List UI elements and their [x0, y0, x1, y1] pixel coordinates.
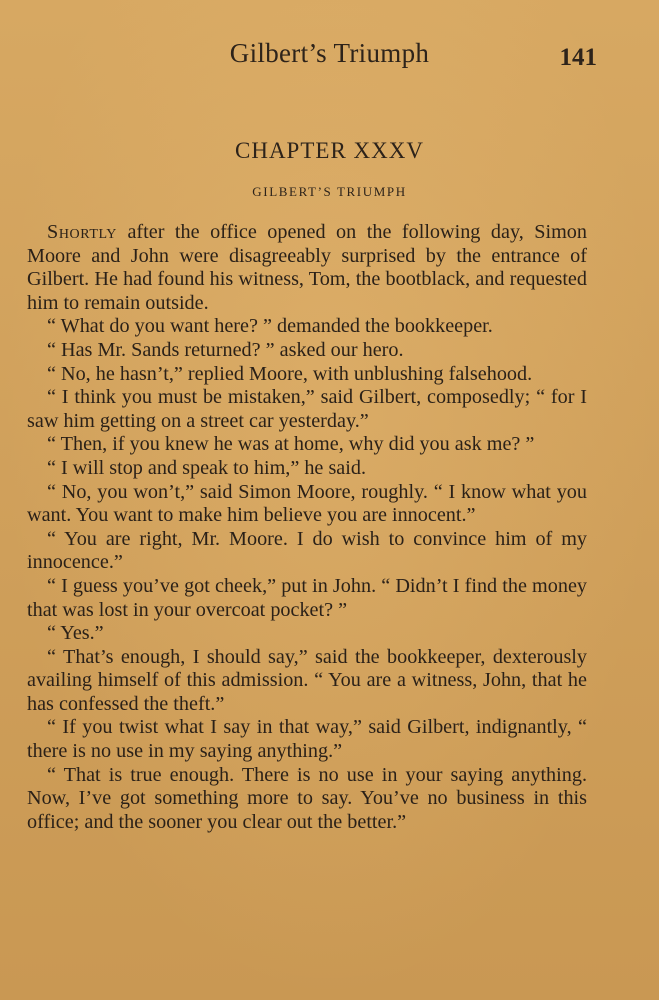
chapter-subtitle: GILBERT’S TRIUMPH	[252, 184, 407, 199]
running-head	[0, 38, 659, 78]
paragraph: “ I think you must be mistaken,” said Gilbert, composedly; “ for I saw him getting on a street car yesterday.”	[27, 386, 587, 432]
paragraph: “ If you twist what I say in that way,” said Gilbert, indignantly, “ there is no use in my saying anything.”	[27, 716, 587, 763]
paragraph: “ No, he hasn’t,” replied Moore, with unblushing falsehood.	[47, 362, 533, 385]
paragraph: “ That is true enough. There is no use in your saying anything. Now, I’ve got something more to say. You’ve no business in this office; and the sooner you clear out the better.”	[27, 763, 587, 833]
running-title: Gilbert’s Triumph	[229, 38, 430, 68]
paragraph: “ I guess you’ve got cheek,” put in John. “ Didn’t I find the money that was lost in your overcoat pocket? ”	[27, 574, 587, 621]
opening-paragraph	[27, 221, 587, 315]
page-number: 141	[559, 44, 597, 71]
paragraph: “ That’s enough, I should say,” said the bookkeeper, dexterously availing himself of this admission. “ You are a witness, John, that he has confessed the theft.”	[27, 645, 587, 715]
paragraph: “ Yes.”	[47, 622, 104, 645]
opening-text: after the office opened on the following day, Simon Moore and John were disagreeably surprised by the entrance of Gilbert. He had found his witness, Tom, the bootblack, and requested him to remain outside.	[27, 221, 587, 314]
paragraph: “ What do you want here? ” demanded the bookkeeper.	[47, 315, 493, 338]
chapter-heading: CHAPTER XXXV	[235, 138, 424, 163]
paragraph: “ Has Mr. Sands returned? ” asked our hero.	[47, 338, 404, 361]
paragraph: “ You are right, Mr. Moore. I do wish to convince him of my innocence.”	[27, 527, 587, 574]
paragraph: “ Then, if you knew he was at home, why did you ask me? ”	[47, 433, 535, 456]
body-text	[27, 221, 587, 834]
paragraph: “ I will stop and speak to him,” he said.	[47, 456, 367, 479]
lead-word: Shortly	[47, 221, 117, 243]
paragraph: “ No, you won’t,” said Simon Moore, roughly. “ I know what you want. You want to make him believe you are innocent.”	[27, 480, 587, 527]
